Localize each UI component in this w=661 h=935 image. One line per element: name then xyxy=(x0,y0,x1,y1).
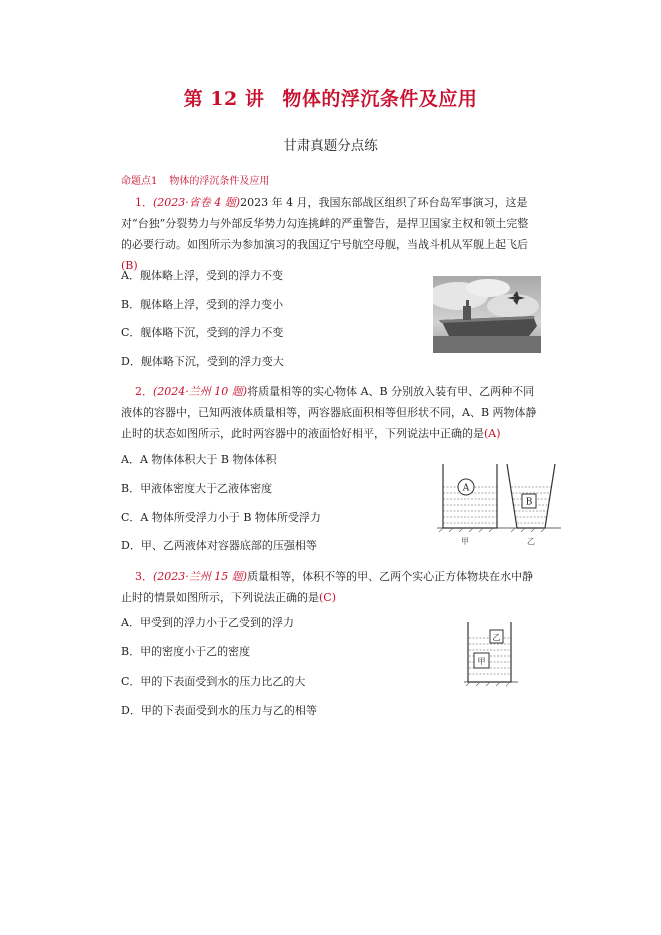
two-containers-figure xyxy=(433,460,563,546)
container-left-label: 甲 xyxy=(461,537,469,546)
q1-option-a: A．舰体略上浮，受到的浮力不变 xyxy=(121,269,283,282)
question-3 xyxy=(121,566,539,608)
question-answer: (C) xyxy=(319,591,336,604)
question-source: (2023·省卷 4 题) xyxy=(153,196,241,209)
question-text: 2023 年 4 月，我国东部战区组织了环台岛军事演习，这是对“台独”分裂势力与外部反华势力勾连挑衅的严重警告，是捍卫国家主权和领土完整的必要行动。如图所示为参加演习的我国辽宁号航空母舰，当战斗机从军舰上起飞后 xyxy=(121,196,529,251)
question-answer: (A) xyxy=(484,427,501,440)
q3-option-a: A．甲受到的浮力小于乙受到的浮力 xyxy=(121,616,294,629)
section-label: 命题点1 xyxy=(121,176,158,187)
q1-option-c: C．舰体略下沉，受到的浮力不变 xyxy=(121,326,284,339)
question-number: 3． xyxy=(135,570,153,583)
block-jia-label: 甲 xyxy=(477,657,486,666)
beaker-cubes-figure xyxy=(462,620,522,692)
q3-option-b: B．甲的密度小于乙的密度 xyxy=(121,645,251,658)
question-1 xyxy=(121,192,539,276)
question-source: (2024·兰州 10 题) xyxy=(153,385,248,398)
q3-option-d: D．甲的下表面受到水的压力与乙的相等 xyxy=(121,704,317,717)
page-title xyxy=(0,84,661,111)
section-heading xyxy=(121,172,269,187)
q2-option-b: B．甲液体密度大于乙液体密度 xyxy=(121,482,273,495)
question-text: 将质量相等的实心物体 A、B 分别放入装有甲、乙两种不同液体的容器中，已知两液体质量相等，两容器底面积相等但形状不同，A、B 两物体静止时的状态如图所示，此时两容器中的液面恰好相平，下列说法中正确的是 xyxy=(121,385,537,440)
q2-option-d: D．甲、乙两液体对容器底部的压强相等 xyxy=(121,539,317,552)
q2-option-a: A．A 物体体积大于 B 物体体积 xyxy=(121,453,277,466)
question-source: (2023·兰州 15 题) xyxy=(153,570,248,583)
container-right-label: 乙 xyxy=(527,537,535,546)
block-a-label: A xyxy=(462,483,470,494)
q3-option-c: C．甲的下表面受到水的压力比乙的大 xyxy=(121,675,306,688)
question-answer: (B) xyxy=(121,259,138,272)
question-text: 质量相等，体积不等的甲、乙两个实心正方体物块在水中静止时的情景如图所示，下列说法正确的是 xyxy=(121,570,534,604)
block-yi-label: 乙 xyxy=(492,633,501,642)
section-name: 物体的浮沉条件及应用 xyxy=(169,176,270,187)
block-b-label: B xyxy=(525,497,533,508)
page-subtitle: 甘肃真题分点练 xyxy=(283,138,378,154)
q1-option-b: B．舰体略上浮，受到的浮力变小 xyxy=(121,298,284,311)
lesson-number: 第 12 讲 xyxy=(183,88,265,110)
aircraft-carrier-photo xyxy=(433,276,541,353)
q2-option-c: C．A 物体所受浮力小于 B 物体所受浮力 xyxy=(121,511,321,524)
q1-option-d: D．舰体略下沉，受到的浮力变大 xyxy=(121,355,284,368)
question-number: 2． xyxy=(135,385,153,398)
question-2 xyxy=(121,381,539,444)
lesson-topic: 物体的浮沉条件及应用 xyxy=(282,88,478,110)
question-number: 1． xyxy=(135,196,153,209)
